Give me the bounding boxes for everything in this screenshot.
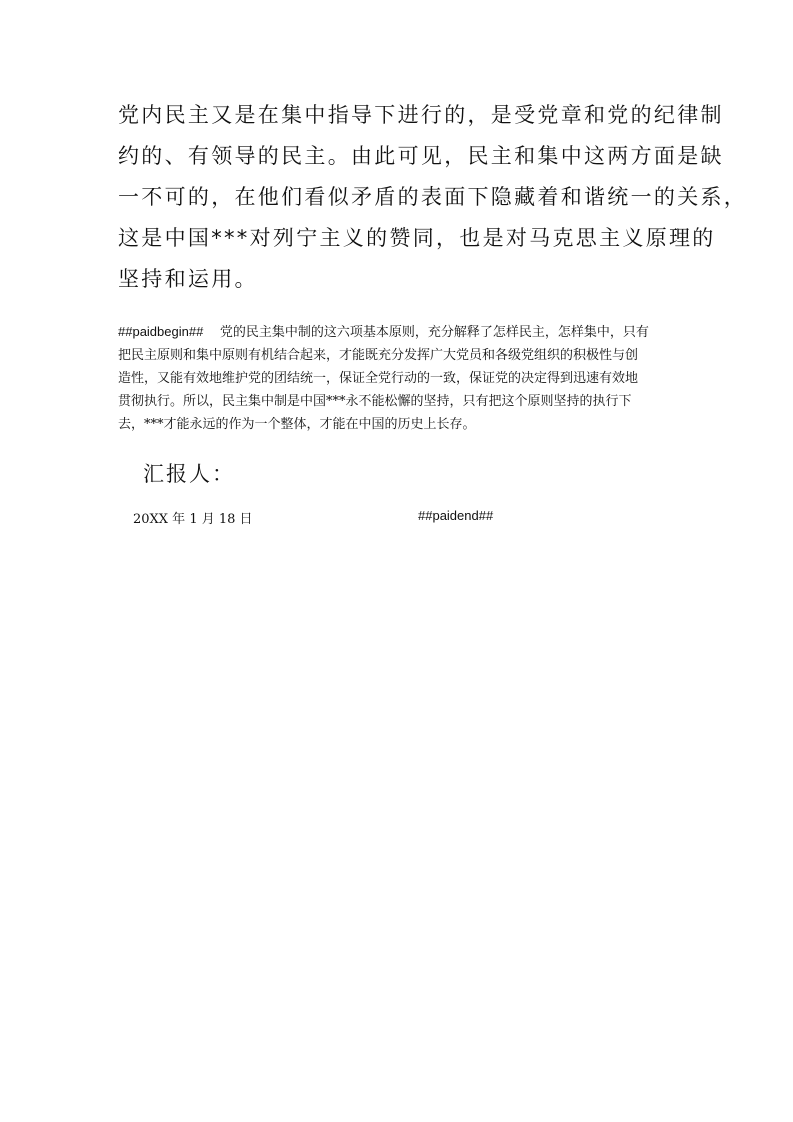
main-paragraph-line: 一不可的，在他们看似矛盾的表面下隐藏着和谐统一的关系， [118,185,748,209]
paid-end-marker: ##paidend## [418,508,494,523]
reporter-label: 汇报人： [143,462,235,486]
paid-paragraph [118,320,683,436]
paid-begin-marker: ##paidbegin## [118,324,204,339]
paid-paragraph-line: 把民主原则和集中原则有机结合起来，才能既充分发挥广大党员和各级党组织的积极性与创 [118,348,639,363]
paid-paragraph-line: 去，***才能永远的作为一个整体，才能在中国的历史上长存。 [118,417,476,432]
main-paragraph-line: 党内民主又是在集中指导下进行的，是受党章和党的纪律制 [118,103,724,127]
paid-paragraph-line: 贯彻执行。所以，民主集中制是中国***永不能松懈的坚持，只有把这个原则坚持的执行下 [118,394,632,409]
main-paragraph-line: 约的、有领导的民主。由此可见，民主和集中这两方面是缺 [118,144,724,168]
main-paragraph [118,95,748,300]
report-date: 20XX 年 1 月 18 日 [133,512,253,527]
paid-paragraph-line: 造性，又能有效地维护党的团结统一，保证全党行动的一致，保证党的决定得到迅速有效地 [118,371,639,386]
paid-paragraph-first-line [118,320,683,344]
main-paragraph-line: 坚持和运用。 [118,267,258,291]
main-paragraph-line: 这是中国***对列宁主义的赞同，也是对马克思主义原理的 [118,226,716,250]
paid-paragraph-line: 党的民主集中制的这六项基本原则，充分解释了怎样民主，怎样集中，只有 [219,325,649,340]
